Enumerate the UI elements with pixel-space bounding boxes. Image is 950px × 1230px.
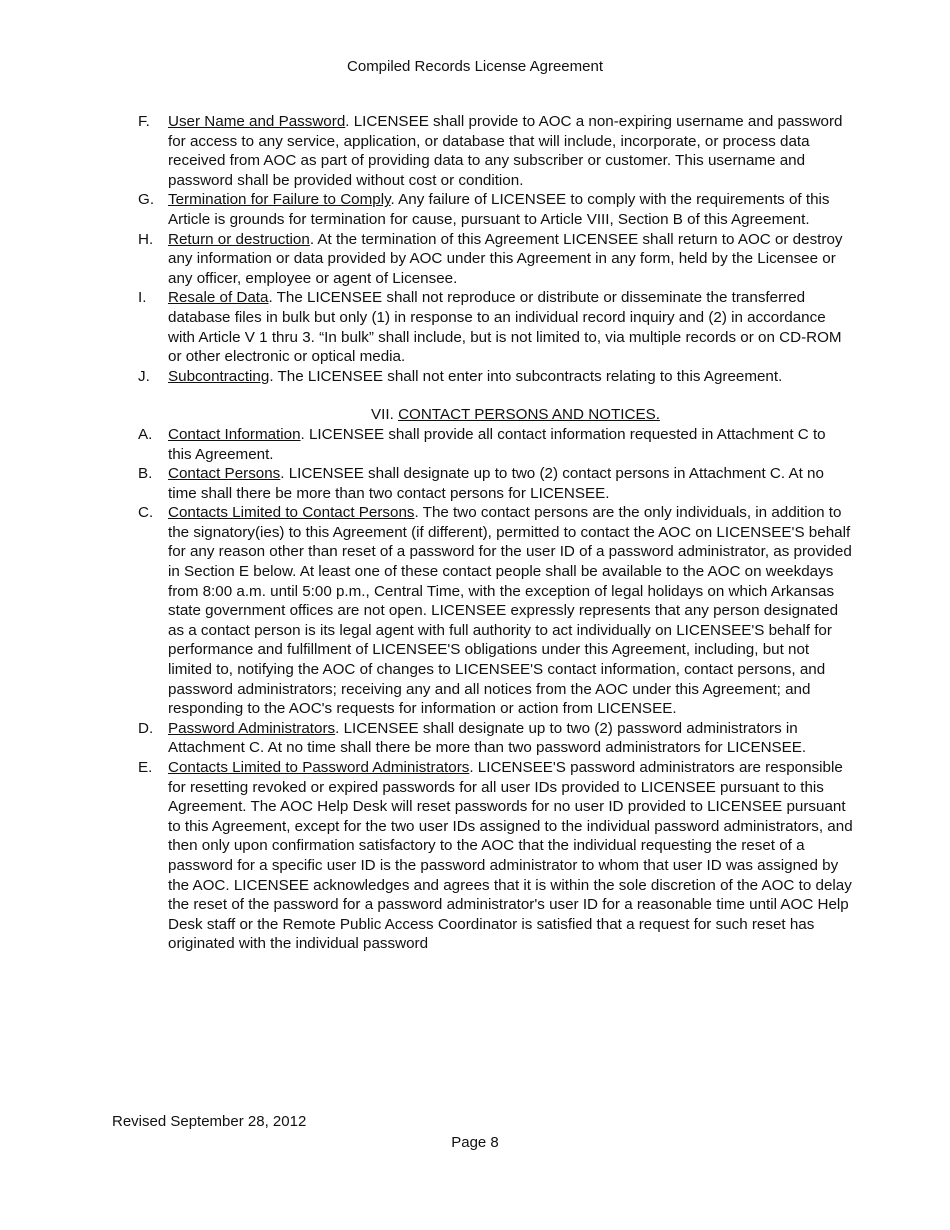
item-label: C. <box>138 504 154 522</box>
item-text <box>168 288 853 366</box>
item-title: Subcontracting <box>168 367 270 385</box>
section-title: CONTACT PERSONS AND NOTICES. <box>398 406 660 424</box>
item-title: Termination for Failure to Comply <box>168 191 391 209</box>
item-label: B. <box>138 465 153 483</box>
item-text <box>168 230 853 289</box>
item-title: Password Administrators <box>168 719 336 737</box>
item-text <box>168 503 853 719</box>
list-item <box>138 190 853 229</box>
item-label: J. <box>138 367 150 385</box>
list-item <box>138 464 853 503</box>
item-text <box>168 367 853 387</box>
item-body: . The LICENSEE shall not reproduce or distribute or disseminate the transferred database files in bulk but only (1) in response to an individual record inquiry and (2) in accordance with Article V 1 thru 3. “In bulk” shall include, but is not limited to, via multiple records or on CD-ROM or other electronic or optical media. <box>168 289 842 366</box>
item-label: A. <box>138 425 153 443</box>
item-body: . LICENSEE shall designate up to two (2) password administrators in Attachment C. At no time shall there be more than two password administrators for LICENSEE. <box>168 719 807 757</box>
list-item <box>138 230 853 289</box>
item-title: User Name and Password <box>168 113 346 130</box>
item-title: Return or destruction <box>168 230 310 248</box>
item-body: . LICENSEE shall provide all contact information requested in Attachment C to this Agreement. <box>168 425 826 463</box>
page-number: Page 8 <box>451 1134 499 1151</box>
item-title: Resale of Data <box>168 289 269 307</box>
item-body: . The two contact persons are the only individuals, in addition to the signatory(ies) to this Agreement (if different), permitted to contact the AOC on LICENSEE'S behalf for any reason other than reset of a password for the user ID of a password administrator, as provided in Section E below. At least one of these contact people shall be available to the AOC on weekdays from 8:00 a.m. until 5:00 p.m., Central Time, with the exception of legal holidays on which Arkansas state government offices are not open. LICENSEE expressly represents that any person designated as a contact person is its legal agent with full authority to act individually on LICENSEE'S behalf for performance and fulfillment of LICENSEE'S obligations under this Agreement, including, but not limited to, notifying the AOC of changes to LICENSEE'S contact information, contact persons, and password administrators; receiving any and all notices from the AOC under this Agreement; and responding to the AOC's requests for information or action from LICENSEE. <box>168 504 852 718</box>
section-heading <box>138 405 853 425</box>
item-body: . LICENSEE shall provide to AOC a non-expiring username and password for access to any service, application, or database that will include, incorporate, or process data received from AOC as part of providing data to any subscriber or customer. This username and password shall be provided without cost or condition. <box>168 113 843 189</box>
item-label: E. <box>138 759 153 776</box>
document-body <box>138 112 853 954</box>
item-text <box>168 464 853 503</box>
list-item <box>138 425 853 464</box>
item-text <box>168 112 853 190</box>
item-title: Contacts Limited to Password Administrators <box>168 759 470 776</box>
item-title: Contact Information <box>168 425 301 443</box>
list-item <box>138 112 853 190</box>
list-item <box>138 288 853 366</box>
item-text <box>168 758 853 954</box>
item-body: . LICENSEE'S password administrators are responsible for resetting revoked or expired passwords for all user IDs provided to LICENSEE pursuant to this Agreement. The AOC Help Desk will reset passwords for no user ID provided to LICENSEE pursuant to this Agreement, except for the two user IDs assigned to the individual password administrators, and then only upon confirmation satisfactory to the AOC that the individual requesting the reset of a password for a specific user ID is the password administrator to whom that user ID was assigned by the AOC. LICENSEE acknowledges and agrees that it is within the sole discretion of the AOC to delay the reset of the password for a password administrator's user ID for a reasonable time until AOC Help Desk staff or the Remote Public Access Coordinator is satisfied that a request for such reset has originated with the individual password <box>168 759 853 953</box>
revised-date: Revised September 28, 2012 <box>112 1113 307 1130</box>
item-label: G. <box>138 191 155 209</box>
list-item <box>138 367 853 387</box>
page-header: Compiled Records License Agreement <box>347 58 603 75</box>
item-text <box>168 719 853 758</box>
section-number: VII. <box>371 406 394 424</box>
item-body: . At the termination of this Agreement LICENSEE shall return to AOC or destroy any information or data provided by AOC under this Agreement in any form, held by the Licensee or any officer, employee or agent of Licensee. <box>168 230 843 287</box>
item-title: Contacts Limited to Contact Persons <box>168 504 415 522</box>
list-item <box>138 503 853 719</box>
list-item <box>138 719 853 758</box>
item-title: Contact Persons <box>168 465 281 483</box>
item-body: . Any failure of LICENSEE to comply with the requirements of this Article is grounds for termination for cause, pursuant to Article VIII, Section B of this Agreement. <box>168 191 830 228</box>
item-body: . The LICENSEE shall not enter into subcontracts relating to this Agreement. <box>269 367 783 385</box>
item-label: H. <box>138 230 154 248</box>
item-label: I. <box>138 289 147 307</box>
article-vi-list <box>138 112 853 386</box>
item-label: F. <box>138 113 150 130</box>
list-item <box>138 758 853 954</box>
item-text <box>168 190 853 229</box>
item-text <box>168 425 853 464</box>
article-vii-list <box>138 425 853 954</box>
item-label: D. <box>138 719 154 737</box>
item-body: . LICENSEE shall designate up to two (2) contact persons in Attachment C. At no time shall there be more than two contact persons for LICENSEE. <box>168 465 824 502</box>
